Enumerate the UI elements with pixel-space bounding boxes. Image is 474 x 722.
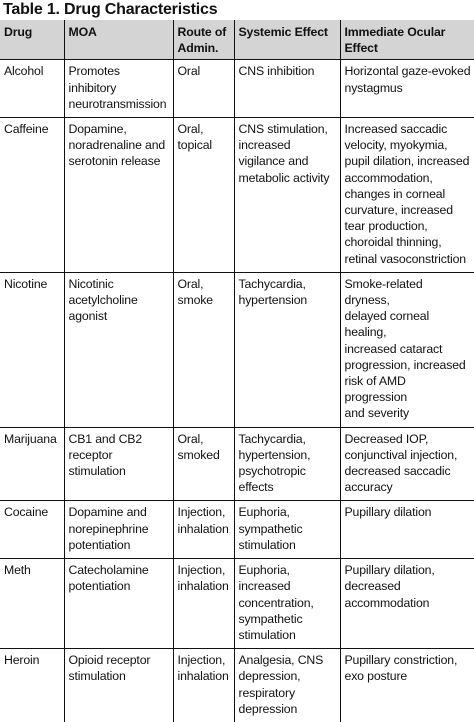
table-title: Table 1. Drug Characteristics xyxy=(3,1,218,18)
drug-characteristics-table xyxy=(0,20,474,722)
cell-moa: CB1 and CB2 receptor stimulation xyxy=(64,427,173,501)
cell-ocular-effect: Pupillary dilation, decreased accommodation xyxy=(344,563,435,610)
cell-ocular-effect: Decreased IOP, conjunctival injection, decreased saccadic accuracy xyxy=(344,431,458,495)
cell-route: Oral xyxy=(173,60,234,118)
cell-drug: Heroin xyxy=(0,649,64,722)
cell-ocular-effect: Pupillary dilation xyxy=(344,505,432,520)
cell-systemic-effect: CNS stimulation, increased vigilance and metabolic activity xyxy=(234,118,340,273)
cell-drug: Nicotine xyxy=(0,272,64,427)
cell-drug: Cocaine xyxy=(0,501,64,559)
cell-drug: Marijuana xyxy=(0,427,64,501)
table-row xyxy=(0,118,474,273)
cell-moa: Promotes inhibitory neurotransmission xyxy=(64,60,173,118)
cell-moa: Opioid receptor stimulation xyxy=(64,649,173,722)
header-moa: MOA xyxy=(64,20,173,60)
table-header-row xyxy=(0,20,474,60)
cell-ocular-effect: Increased saccadic velocity, myokymia, pupil dilation, increased accommodation, changes in corneal curvature, increased tear production, choroidal thinning, retinal vasoconstriction xyxy=(344,122,470,266)
cell-ocular-effect: Smoke-related dryness, delayed corneal healing, increased cataract progression, increased risk of AMD progression and severity xyxy=(344,276,466,421)
cell-moa: Dopamine and norepinephrine potentiation xyxy=(64,501,173,559)
cell-systemic-effect: CNS inhibition xyxy=(234,60,340,118)
cell-route: Injection, inhalation xyxy=(173,501,234,559)
cell-route: Oral, smoked xyxy=(173,427,234,501)
table-row xyxy=(0,559,474,649)
table-row xyxy=(0,272,474,427)
table-row xyxy=(0,649,474,722)
cell-route: Injection, inhalation xyxy=(173,559,234,649)
cell-systemic-effect: Analgesia, CNS depression, respiratory depression xyxy=(234,649,340,722)
table-row xyxy=(0,501,474,559)
table-row xyxy=(0,60,474,118)
cell-moa: Catecholamine potentiation xyxy=(64,559,173,649)
cell-route: Oral, smoke xyxy=(173,272,234,427)
cell-ocular-effect: Pupillary constriction, exo posture xyxy=(344,653,458,684)
table-row xyxy=(0,427,474,501)
cell-drug: Alcohol xyxy=(0,60,64,118)
cell-ocular-effect: Horizontal gaze-evoked nystagmus xyxy=(344,64,471,95)
header-ocular-effect: Immediate Ocular Effect xyxy=(340,20,474,60)
cell-systemic-effect: Tachycardia, hypertension xyxy=(234,272,340,427)
cell-route: Oral, topical xyxy=(173,118,234,273)
cell-drug: Caffeine xyxy=(0,118,64,273)
cell-moa: Dopamine, noradrenaline and serotonin release xyxy=(64,118,173,273)
header-systemic-effect: Systemic Effect xyxy=(234,20,340,60)
header-route: Route of Admin. xyxy=(173,20,234,60)
cell-systemic-effect: Euphoria, sympathetic stimulation xyxy=(234,501,340,559)
cell-route: Injection, inhalation xyxy=(173,649,234,722)
cell-systemic-effect: Tachycardia, hypertension, psychotropic effects xyxy=(234,427,340,501)
cell-systemic-effect: Euphoria, increased concentration, sympathetic stimulation xyxy=(234,559,340,649)
cell-drug: Meth xyxy=(0,559,64,649)
cell-moa: Nicotinic acetylcholine agonist xyxy=(64,272,173,427)
header-drug: Drug xyxy=(0,20,64,60)
